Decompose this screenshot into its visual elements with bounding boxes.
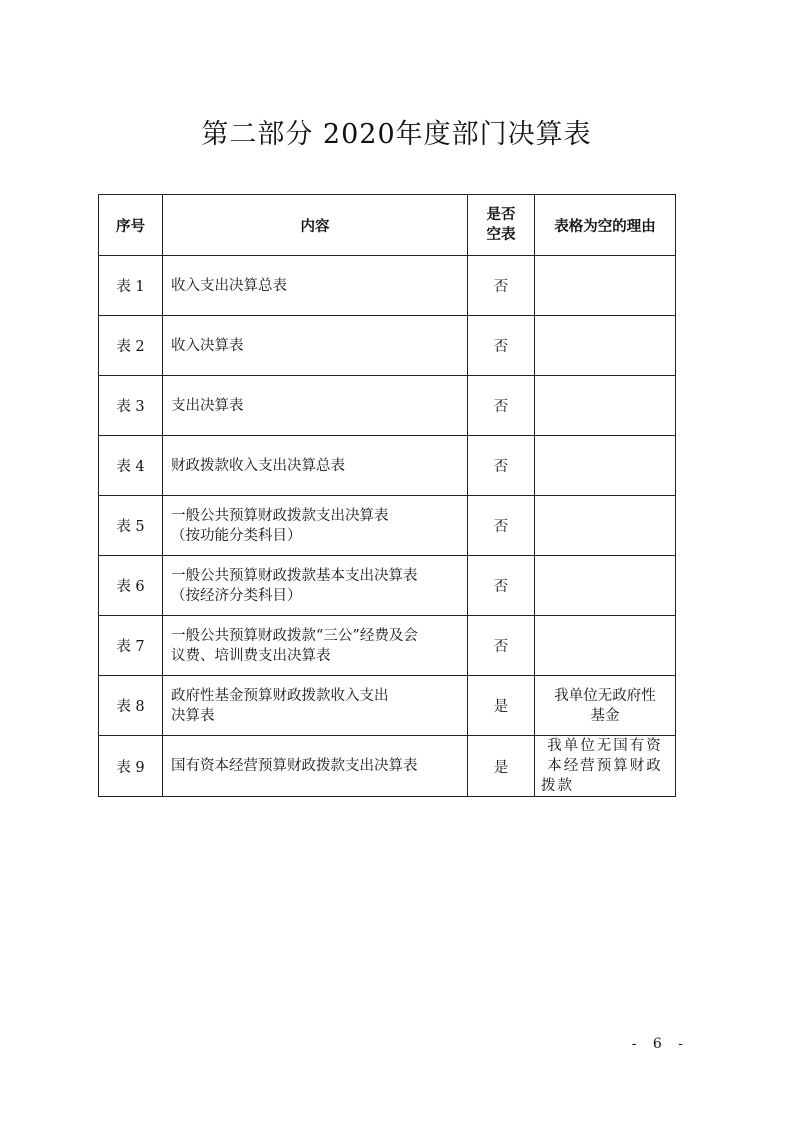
- row-content: [163, 616, 468, 676]
- table-row: [99, 256, 676, 316]
- row-reason-line: 基金: [590, 707, 620, 724]
- row-reason-line: 我单位无政府性: [554, 687, 656, 704]
- row-content: [163, 376, 468, 436]
- row-number: 表 9: [99, 736, 163, 797]
- row-number: 表 6: [99, 556, 163, 616]
- page-number: - 6 -: [631, 1036, 689, 1052]
- row-content-line: 一般公共预算财政拨款支出决算表: [171, 507, 389, 524]
- row-number: 表 1: [99, 256, 163, 316]
- row-is-empty: 否: [468, 496, 535, 556]
- row-is-empty: 否: [468, 316, 535, 376]
- row-content: [163, 676, 468, 736]
- row-content-line: 议费、培训费支出决算表: [171, 647, 331, 664]
- row-content-line: 决算表: [171, 707, 215, 724]
- row-content-line: （按功能分类科目）: [171, 527, 302, 544]
- row-empty-reason: [535, 316, 676, 376]
- row-is-empty: 否: [468, 436, 535, 496]
- row-reason-line: 本经营预算财政: [547, 758, 663, 774]
- table-row: [99, 556, 676, 616]
- table-row: [99, 676, 676, 736]
- row-content-line: 财政拨款收入支出决算总表: [171, 457, 345, 474]
- row-reason-line: 我单位无国有资: [547, 738, 663, 754]
- table-body: [99, 256, 676, 797]
- row-content-line: 国有资本经营预算财政拨款支出决算表: [171, 758, 418, 774]
- table-header-row: [99, 195, 676, 256]
- row-empty-reason: [535, 736, 676, 797]
- row-number: 表 5: [99, 496, 163, 556]
- row-number: 表 3: [99, 376, 163, 436]
- row-content: [163, 736, 468, 797]
- row-empty-reason: [535, 376, 676, 436]
- row-content: [163, 256, 468, 316]
- header-empty-line2: 空表: [486, 227, 516, 243]
- table-row: [99, 736, 676, 797]
- row-is-empty: 否: [468, 256, 535, 316]
- row-is-empty: 是: [468, 676, 535, 736]
- row-is-empty: 否: [468, 376, 535, 436]
- row-content: [163, 556, 468, 616]
- row-content-line: 一般公共预算财政拨款基本支出决算表: [171, 567, 418, 584]
- page-title: 第二部分 2020年度部门决算表: [201, 119, 592, 150]
- row-content: [163, 436, 468, 496]
- row-is-empty: 否: [468, 616, 535, 676]
- table-row: [99, 436, 676, 496]
- row-empty-reason: [535, 496, 676, 556]
- row-is-empty: 是: [468, 736, 535, 797]
- row-empty-reason: [535, 616, 676, 676]
- row-empty-reason: [535, 256, 676, 316]
- row-empty-reason: [535, 436, 676, 496]
- table-row: [99, 316, 676, 376]
- row-number: 表 8: [99, 676, 163, 736]
- row-content-line: 收入决算表: [171, 337, 244, 354]
- row-number: 表 2: [99, 316, 163, 376]
- header-content: 内容: [163, 195, 468, 256]
- header-empty-line1: 是否: [486, 207, 516, 223]
- row-content: [163, 316, 468, 376]
- row-content: [163, 496, 468, 556]
- table-row: [99, 496, 676, 556]
- row-empty-reason: [535, 556, 676, 616]
- table-row: [99, 376, 676, 436]
- row-empty-reason: [535, 676, 676, 736]
- header-empty: [468, 195, 535, 256]
- final-accounts-table: [98, 194, 676, 797]
- header-no: 序号: [99, 195, 163, 256]
- row-content-line: 政府性基金预算财政拨款收入支出: [171, 687, 389, 704]
- row-number: 表 7: [99, 616, 163, 676]
- row-number: 表 4: [99, 436, 163, 496]
- table-row: [99, 616, 676, 676]
- row-content-line: （按经济分类科目）: [171, 587, 302, 604]
- row-content-line: 一般公共预算财政拨款“三公”经费及会: [171, 627, 418, 644]
- header-reason: 表格为空的理由: [535, 195, 676, 256]
- row-content-line: 收入支出决算总表: [171, 277, 287, 294]
- row-content-line: 支出决算表: [171, 397, 244, 414]
- row-is-empty: 否: [468, 556, 535, 616]
- row-reason-line: 拨款: [541, 778, 574, 794]
